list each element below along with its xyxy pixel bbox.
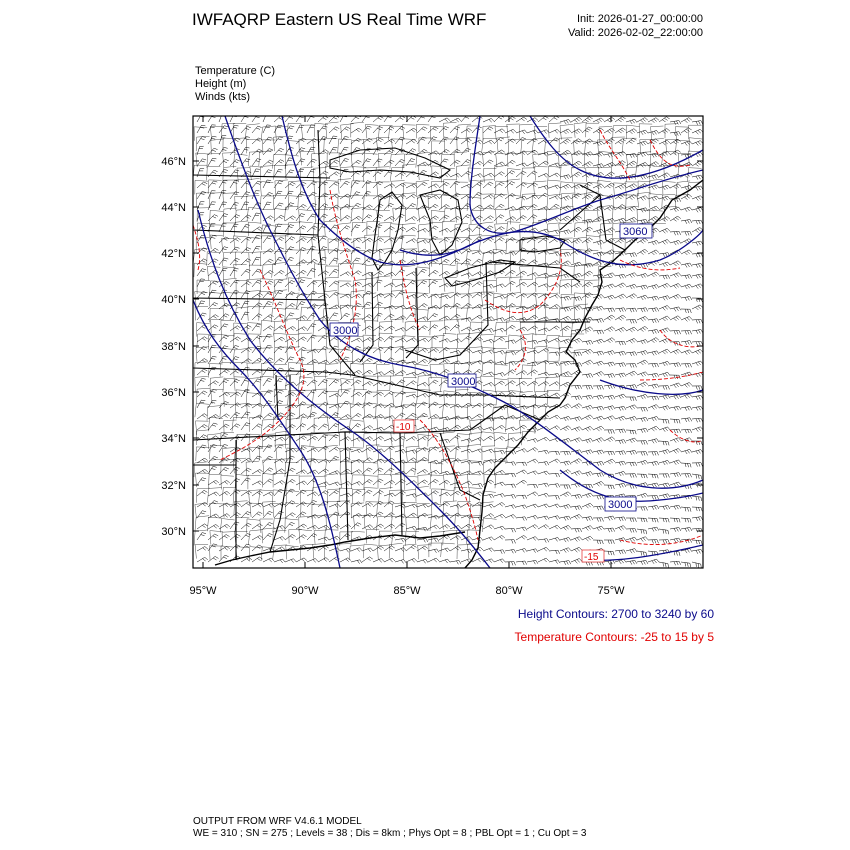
footer-config: WE = 310 ; SN = 275 ; Levels = 38 ; Dis = 8km ; Phys Opt = 8 ; PBL Opt = 1 ; Cu Opt = 3 [193,828,587,839]
temperature-contour-labels [394,420,604,563]
height-label-3: 3000 [608,499,633,511]
state-borders [193,130,625,560]
valid-time: Valid: 2026-02-02_22:00:00 [568,27,703,39]
county-borders [193,122,702,561]
longitude-labels [189,585,625,597]
height-label-4: 3060 [623,226,648,238]
lake-ontario [520,236,565,252]
lat-tick-label: 38°N [161,341,186,353]
lat-tick-label: 34°N [161,433,186,445]
lat-tick-label: 46°N [161,156,186,168]
lon-tick-label: 80°W [495,585,523,597]
lon-tick-label: 95°W [189,585,217,597]
init-time: Init: 2026-01-27_00:00:00 [577,13,703,25]
temp-label-2: -15 [584,552,599,563]
map-title: IWFAQRP Eastern US Real Time WRF [192,10,487,29]
lat-tick-label: 44°N [161,202,186,214]
lon-tick-label: 75°W [597,585,625,597]
lon-tick-label: 90°W [291,585,319,597]
lat-tick-label: 30°N [161,526,186,538]
lat-tick-label: 42°N [161,248,186,260]
height-contours-legend: Height Contours: 2700 to 3240 by 60 [517,607,714,621]
temperature-contours-legend: Temperature Contours: -25 to 15 by 5 [514,630,714,644]
footer-model: OUTPUT FROM WRF V4.6.1 MODEL [193,816,362,827]
lake-michigan [372,192,402,270]
latitude-labels [161,156,186,538]
lat-tick-label: 36°N [161,387,186,399]
field-label-temperature: Temperature (C) [195,65,276,77]
height-label-2: 3000 [451,376,476,388]
lon-tick-label: 85°W [393,585,421,597]
temp-label-1: -10 [396,422,411,433]
field-label-height: Height (m) [195,78,247,90]
longitude-axis [203,116,611,568]
lat-tick-label: 32°N [161,480,186,492]
height-label-1: 3000 [333,325,358,337]
lat-tick-label: 40°N [161,294,186,306]
field-label-winds: Winds (kts) [195,91,250,103]
